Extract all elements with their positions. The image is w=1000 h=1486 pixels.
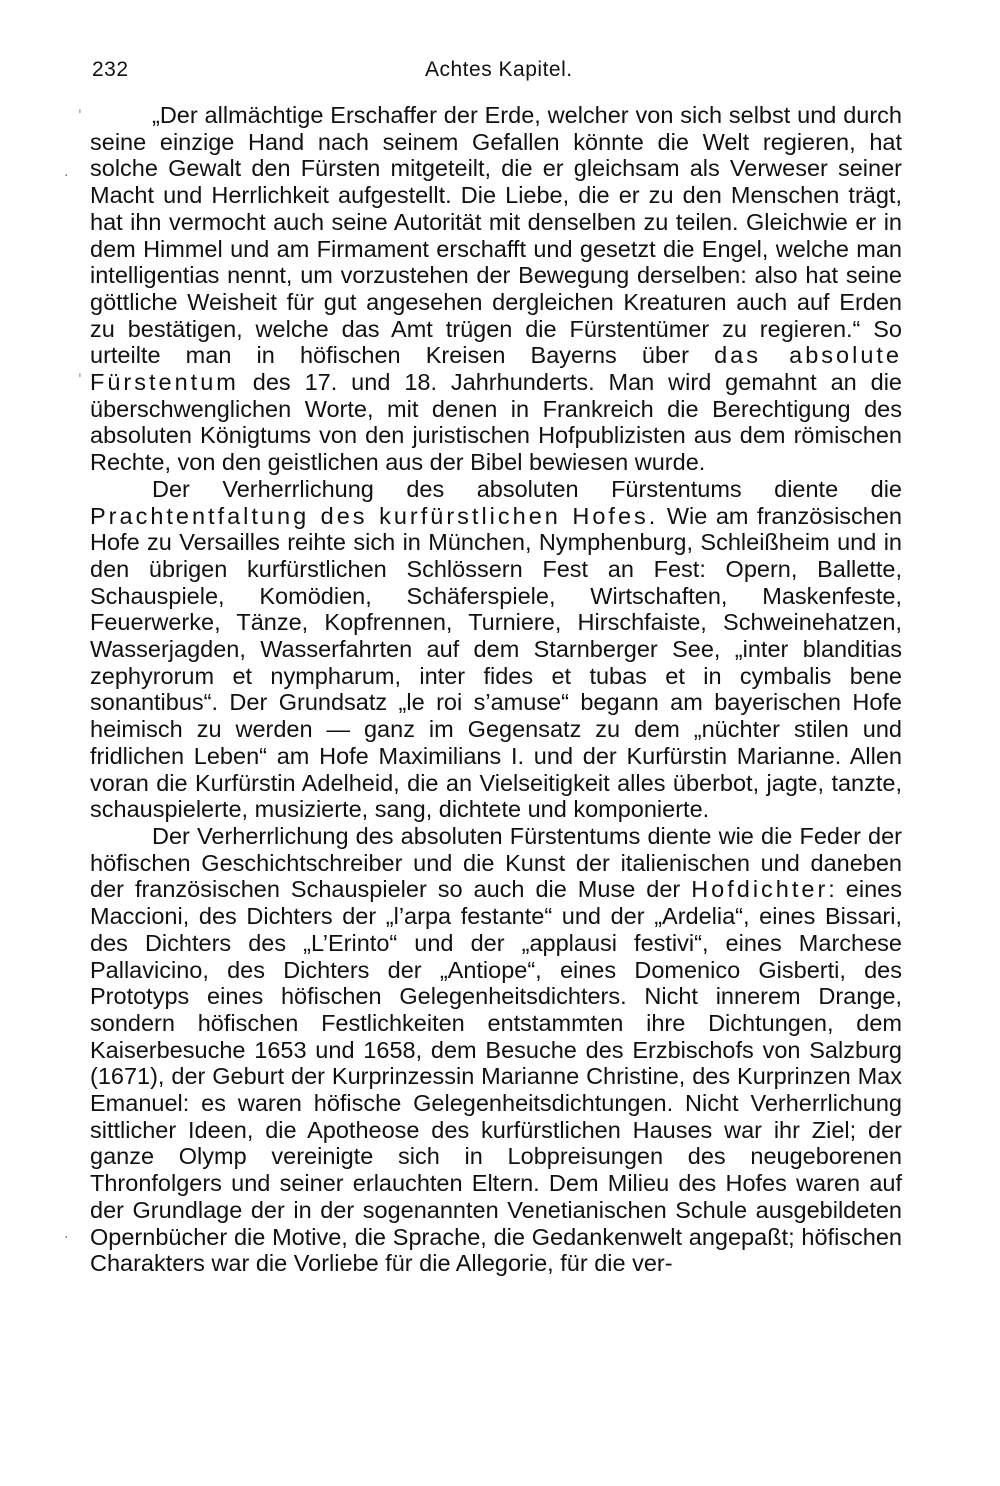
page-number: 232 xyxy=(92,58,129,81)
text-segment: des 17. und 18. Jahrhunderts. Man wird gemahnt an die überschwenglichen Worte, mit denen in Frankreich die Berechtigung des absoluten Königtums von den juristischen Hofpublizisten aus dem römischen Rechte, von den geistlichen aus der Bibel bewiesen wurde. xyxy=(90,369,902,476)
spaced-text-segment: Hofdichter xyxy=(691,876,829,903)
spaced-text-segment: Prachtentfaltung des kurfürstlichen Hofes. xyxy=(90,502,659,529)
text-segment: Der Verherrlichung des absoluten Fürstentums diente die xyxy=(152,475,902,502)
paragraph-2 xyxy=(90,476,902,823)
paragraph-1 xyxy=(90,102,902,476)
running-head: Achtes Kapitel. xyxy=(425,58,573,81)
margin-tick-mark: ˈ xyxy=(78,372,82,388)
page-header xyxy=(90,58,902,94)
margin-dot-mark: · xyxy=(64,168,69,184)
body-text xyxy=(90,102,902,1277)
margin-tick-mark: ˈ xyxy=(78,108,82,124)
text-segment: : eines Maccioni, des Dichters der „l’arpa festante“ und der „Ardelia“, eines Bissari, des Dichters des „L’Erinto“ und der „applausi festivi“, eines Marchese Pallavicino, des Dichters der „Antiope“, eines Domenico Gisberti, des Prototyps eines höfischen Gelegenheitsdichters. Nicht innerem Drange, sondern höfischen Festlichkeiten entstammten ihre Dichtungen, dem Kaiserbesuche 1653 und 1658, dem Besuche des Erzbischofs von Salzburg (1671), der Geburt der Kurprinzessin Marianne Christine, des Kurprinzen Max Emanuel: es waren höfische Gelegenheitsdichtungen. Nicht Verherrlichung sittlicher Ideen, die Apotheose des kurfürstlichen Hauses war ihr Ziel; der ganze Olymp vereinigte sich in Lobpreisungen des neugeborenen Thronfolgers und seiner erlauchten Eltern. Dem Milieu des Hofes waren auf der Grundlage der in der sogenannten Venetianischen Schule ausgebildeten Opernbücher die Motive, die Sprache, die Gedankenwelt angepaßt; höfischen Charakters war die Vorliebe für die Allegorie, für die ver- xyxy=(90,876,902,1277)
book-page xyxy=(90,58,902,1277)
text-segment: Der Verherrlichung des absoluten Fürstentums diente wie die Feder der höfischen Geschichtschreiber und die Kunst der italienischen und daneben der französischen Schauspieler so auch die Muse der xyxy=(90,822,902,903)
text-segment: Wie am französischen Hofe zu Versailles reihte sich in München, Nymphenburg, Schleißheim und in den übrigen kurfürstlichen Schlössern Fest an Fest: Opern, Ballette, Schauspiele, Komödien, Schäferspiele, Wirtschaften, Maskenfeste, Feuerwerke, Tänze, Kopfrennen, Turniere, Hirschfaiste, Schweinehatzen, Wasserjagden, Wasserfahrten auf dem Starnberger See, „inter blanditias zephyrorum et nympharum, inter fides et tubas et in cymbalis bene sonantibus“. Der Grundsatz „le roi s’amuse“ begann am bayerischen Hofe heimisch zu werden — ganz im Gegensatz zu dem „nüchter stilen und fridlichen Leben“ am Hofe Maximilians I. und der Kurfürstin Marianne. Allen voran die Kurfürstin Adelheid, die an Vielseitigkeit alles überbot, jagte, tanzte, schauspielerte, musizierte, sang, dichtete und komponierte. xyxy=(90,502,902,823)
spaced-text-segment: das absolute Fürstentum xyxy=(90,342,902,396)
text-segment: „Der allmächtige Erschaffer der Erde, welcher von sich selbst und durch seine einzige Hand nach seinem Gefallen könnte die Welt regieren, hat solche Gewalt den Fürsten mitgeteilt, die er gleichsam als Verweser seiner Macht und Herrlichkeit aufgestellt. Die Liebe, die er zu den Menschen trägt, hat ihn vermocht auch seine Autorität mit denselben zu teilen. Gleichwie er in dem Himmel und am Firmament erschafft und gesetzt die Engel, welche man intelligentias nennt, um vorzustehen der Bewegung derselben: also hat seine göttliche Weisheit für gut angesehen dergleichen Kreaturen auch auf Erden zu bestätigen, welche das Amt trügen die Fürstentümer zu regieren.“ So urteilte man in höfischen Kreisen Bayerns über xyxy=(90,102,902,369)
margin-dot-mark: · xyxy=(64,1230,69,1246)
paragraph-3 xyxy=(90,823,902,1277)
